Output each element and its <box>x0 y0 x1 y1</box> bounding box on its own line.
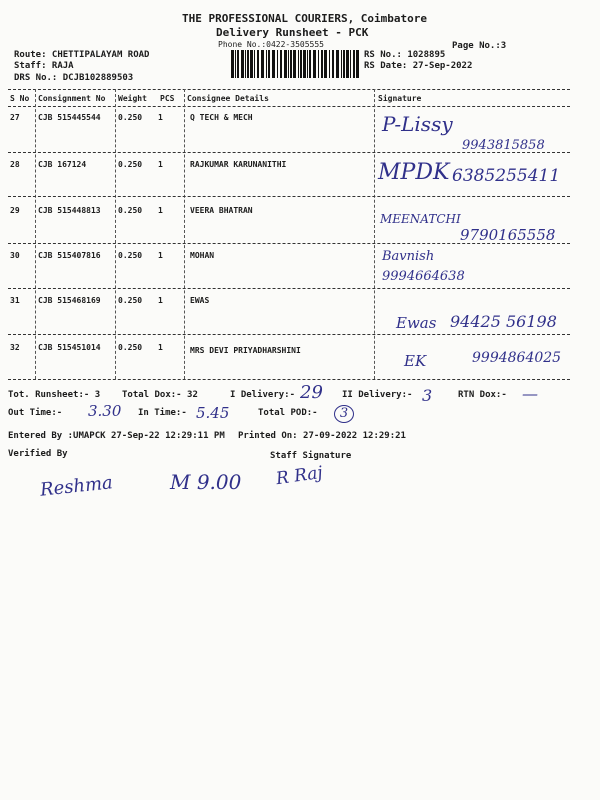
i-delivery-value: 29 <box>300 382 323 403</box>
row-signature-phone: 6385255411 <box>452 166 561 186</box>
row-consignment: CJB 167124 <box>38 160 87 169</box>
row-rule <box>8 152 570 153</box>
row-consignment: CJB 515448813 <box>38 206 101 215</box>
row-rule <box>8 196 570 197</box>
staff-initials-signature: M 9.00 <box>170 470 242 494</box>
col-header-sno: S No <box>10 94 30 103</box>
col-separator <box>35 89 36 379</box>
col-separator <box>115 89 116 379</box>
table-header-rule <box>8 106 570 107</box>
row-sno: 27 <box>10 113 20 122</box>
in-time-label: In Time:- <box>138 408 187 418</box>
out-time-value: 3.30 <box>88 402 122 420</box>
row-weight: 0.250 <box>118 113 143 122</box>
row-weight: 0.250 <box>118 343 143 352</box>
total-pod-label: Total POD:- <box>258 408 318 418</box>
rs-date: RS Date: 27-Sep-2022 <box>364 61 473 71</box>
verified-by-label: Verified By <box>8 449 68 459</box>
row-pcs: 1 <box>158 160 163 169</box>
col-header-consignment: Consignment No <box>38 94 106 103</box>
row-signature: Ewas <box>396 314 437 332</box>
drs-number: DRS No.: DCJB102889503 <box>14 73 134 83</box>
row-consignee: MRS DEVI PRIYADHARSHINI <box>190 346 301 355</box>
row-pcs: 1 <box>158 113 163 122</box>
row-signature: MEENATCHI <box>380 212 461 226</box>
rtn-dox-value: — <box>522 384 538 403</box>
barcode <box>231 50 359 78</box>
col-header-consignee: Consignee Details <box>187 94 269 103</box>
in-time-value: 5.45 <box>196 404 230 422</box>
out-time-label: Out Time:- <box>8 408 63 418</box>
route: Route: CHETTIPALAYAM ROAD <box>14 50 150 60</box>
total-pod-value: 3 <box>334 405 354 423</box>
row-weight: 0.250 <box>118 251 143 260</box>
row-rule <box>8 288 570 289</box>
row-consignment: CJB 515451014 <box>38 343 101 352</box>
staff-signature-label: Staff Signature <box>270 451 352 461</box>
row-signature-phone: 9943815858 <box>462 138 545 153</box>
row-signature-phone: 9994864025 <box>472 350 562 366</box>
row-consignee: VEERA BHATRAN <box>190 206 253 215</box>
row-rule <box>8 243 570 244</box>
total-dox: Total Dox:- 32 <box>122 390 198 400</box>
row-signature-phone: 9994664638 <box>382 269 465 284</box>
row-consignee: RAJKUMAR KARUNANITHI <box>190 160 287 169</box>
row-signature-phone: 9790165558 <box>460 226 556 244</box>
row-consignee: EWAS <box>190 296 210 305</box>
row-pcs: 1 <box>158 206 163 215</box>
company-name: THE PROFESSIONAL COURIERS, Coimbatore <box>182 12 428 25</box>
rtn-dox-label: RTN Dox:- <box>458 390 507 400</box>
rs-number: RS No.: 1028895 <box>364 50 446 60</box>
ii-delivery-value: 3 <box>422 386 433 405</box>
col-separator <box>184 89 185 379</box>
ii-delivery-label: II Delivery:- <box>342 390 413 400</box>
table-bottom-rule <box>8 379 570 380</box>
row-consignment: CJB 515468169 <box>38 296 101 305</box>
page-number: Page No.:3 <box>452 41 507 51</box>
verified-signature: Reshma <box>39 472 114 501</box>
printed-on: Printed On: 27-09-2022 12:29:21 <box>238 431 406 441</box>
staff-signature: R Raj <box>274 462 324 490</box>
staff: Staff: RAJA <box>14 61 74 71</box>
row-signature: P-Lissy <box>382 112 453 136</box>
row-weight: 0.250 <box>118 160 143 169</box>
row-sno: 29 <box>10 206 20 215</box>
row-signature-phone: 94425 56198 <box>450 312 557 331</box>
row-consignment: CJB 515445544 <box>38 113 101 122</box>
row-signature: EK <box>404 352 427 370</box>
row-sno: 31 <box>10 296 20 305</box>
row-weight: 0.250 <box>118 296 143 305</box>
col-separator <box>374 89 375 379</box>
col-header-pcs: PCS <box>160 94 175 103</box>
row-weight: 0.250 <box>118 206 143 215</box>
row-sno: 32 <box>10 343 20 352</box>
row-sno: 30 <box>10 251 20 260</box>
row-pcs: 1 <box>158 251 163 260</box>
col-header-signature: Signature <box>378 94 422 103</box>
row-consignment: CJB 515407816 <box>38 251 101 260</box>
row-pcs: 1 <box>158 296 163 305</box>
table-top-rule <box>8 89 570 90</box>
row-rule <box>8 334 570 335</box>
row-pcs: 1 <box>158 343 163 352</box>
phone-number: Phone No.:0422-3505555 <box>218 40 324 49</box>
row-signature: Bavnish <box>382 249 435 264</box>
row-signature: MPDK <box>378 160 450 185</box>
row-consignee: Q TECH & MECH <box>190 113 253 122</box>
row-sno: 28 <box>10 160 20 169</box>
total-runsheet: Tot. Runsheet:- 3 <box>8 390 101 400</box>
entered-by: Entered By :UMAPCK 27-Sep-22 12:29:11 PM <box>8 431 225 441</box>
runsheet-title: Delivery Runsheet - PCK <box>216 26 369 39</box>
col-header-weight: Weight <box>118 94 147 103</box>
row-consignee: MOHAN <box>190 251 215 260</box>
i-delivery-label: I Delivery:- <box>230 390 296 400</box>
